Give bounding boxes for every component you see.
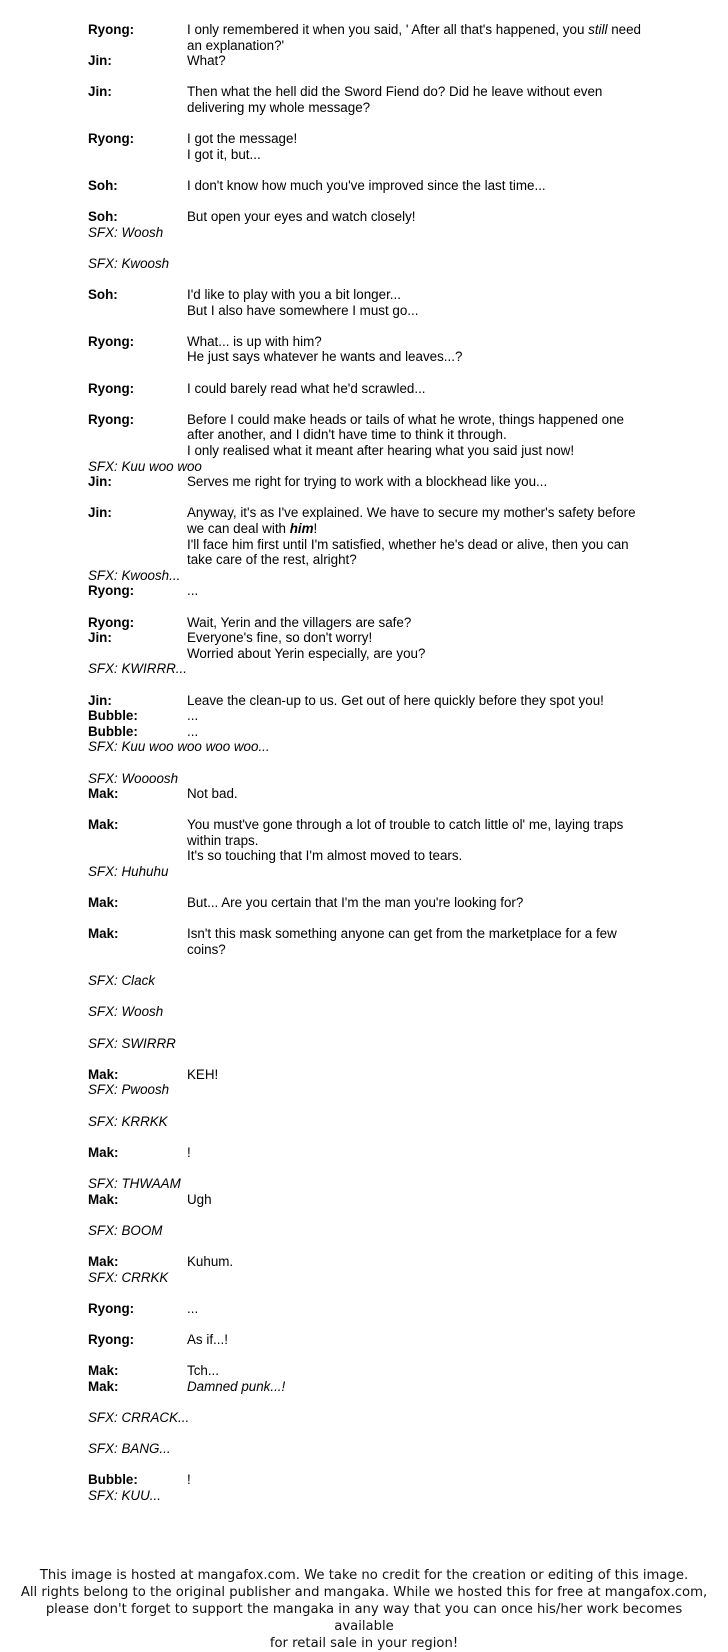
spacer (88, 677, 688, 693)
dialogue-text: Then what the hell did the Sword Fiend do? Did he leave without even (187, 84, 603, 100)
speaker-name: Ryong: (88, 1300, 135, 1316)
dialogue-text: Wait, Yerin and the villagers are safe? (187, 614, 412, 630)
dialogue-line (88, 334, 688, 350)
script-transcript (88, 22, 688, 1503)
dialogue-text: I don't know how much you've improved since the last time... (187, 177, 546, 193)
spacer (88, 365, 688, 381)
dialogue-line (88, 38, 688, 54)
dialogue-line (88, 1145, 688, 1161)
dialogue-line (88, 724, 688, 740)
spacer (88, 1020, 688, 1036)
spacer (88, 880, 688, 896)
spacer (88, 958, 688, 974)
spacer (88, 1129, 688, 1145)
dialogue-line (88, 537, 688, 553)
dialogue-line (88, 303, 688, 319)
sfx-line: SFX: Kuu woo woo woo woo... (88, 739, 270, 755)
spacer (88, 396, 688, 412)
dialogue-text: Kuhum. (187, 1253, 234, 1269)
sfx-line: SFX: KRRKK (88, 1113, 168, 1129)
hosting-disclaimer (20, 1567, 708, 1652)
dialogue-text: What... is up with him? (187, 333, 322, 349)
speaker-name (88, 443, 187, 459)
speaker-name: Jin: (88, 505, 112, 521)
speaker-name (88, 349, 187, 365)
spacer (88, 1238, 688, 1254)
speaker-name: Soh: (88, 209, 118, 225)
dialogue-line (88, 693, 688, 709)
speaker-name: Ryong: (88, 380, 135, 396)
dialogue-line (88, 708, 688, 724)
sfx-line: SFX: BANG... (88, 1441, 171, 1457)
speaker-name: Ryong: (88, 1331, 135, 1347)
speaker-name: Ryong: (88, 614, 135, 630)
dialogue-line (88, 646, 688, 662)
dialogue-line (88, 1067, 688, 1083)
dialogue-text: KEH! (187, 1066, 219, 1082)
spacer (88, 116, 688, 132)
disclaimer-line-2: All rights belong to the original publisher and mangaka. While we hosted this for free at mangafox.com, (20, 1585, 708, 1600)
dialogue-line (88, 1379, 688, 1395)
dialogue-line (88, 22, 688, 38)
sfx-line: SFX: CRRACK... (88, 1409, 190, 1425)
speaker-name: Bubble: (88, 708, 138, 724)
spacer (88, 1285, 688, 1301)
speaker-name: Ryong: (88, 583, 135, 599)
speaker-name (88, 303, 187, 319)
spacer (88, 989, 688, 1005)
speaker-name (88, 521, 187, 537)
dialogue-text: I only remembered it when you said, ' After all that's happened, you still need (187, 22, 641, 37)
dialogue-text: Serves me right for trying to work with a blockhead like you... (187, 474, 548, 490)
dialogue-text: Worried about Yerin especially, are you? (187, 645, 426, 661)
dialogue-line (88, 1254, 688, 1270)
dialogue-line (88, 505, 688, 521)
speaker-name: Mak: (88, 895, 119, 911)
sfx-line: SFX: CRRKK (88, 1269, 169, 1285)
spacer (88, 162, 688, 178)
speaker-name: Soh: (88, 177, 118, 193)
dialogue-text: after another, and I didn't have time to think it through. (187, 427, 507, 443)
spacer (88, 802, 688, 818)
spacer (88, 1425, 688, 1441)
speaker-name: Mak: (88, 817, 119, 833)
dialogue-line (88, 848, 688, 864)
dialogue-line (88, 100, 688, 116)
dialogue-text: But I also have somewhere I must go... (187, 302, 419, 318)
speaker-name (88, 552, 187, 568)
dialogue-text: What? (187, 53, 226, 69)
dialogue-line (88, 1363, 688, 1379)
speaker-name: Jin: (88, 692, 112, 708)
speaker-name: Ryong: (88, 22, 135, 37)
spacer (88, 911, 688, 927)
spacer (88, 318, 688, 334)
dialogue-line (88, 287, 688, 303)
dialogue-line (88, 1472, 688, 1488)
speaker-name (88, 942, 187, 958)
dialogue-line (88, 147, 688, 163)
dialogue-text: You must've gone through a lot of trouble to catch little ol' me, laying traps (187, 817, 624, 833)
dialogue-line (88, 427, 688, 443)
sfx-line: SFX: Clack (88, 973, 155, 989)
disclaimer-line-3: please don't forget to support the mangaka in any way that you can once his/her work becomes available (45, 1602, 683, 1634)
dialogue-text: Everyone's fine, so don't worry! (187, 630, 373, 646)
speaker-name: Soh: (88, 287, 118, 303)
dialogue-line (88, 381, 688, 397)
dialogue-text (187, 1379, 688, 1395)
sfx-line: SFX: Kwoosh (88, 255, 170, 271)
disclaimer-line-4: for retail sale in your region! (269, 1636, 459, 1651)
dialogue-line (88, 786, 688, 802)
sfx-line: SFX: Woooosh (88, 770, 179, 786)
spacer (88, 490, 688, 506)
spacer (88, 1394, 688, 1410)
spacer (88, 69, 688, 85)
dialogue-line (88, 53, 688, 69)
dialogue-text: I only realised what it meant after hearing what you said just now! (187, 443, 575, 459)
dialogue-text: ... (187, 723, 199, 739)
dialogue-line (88, 817, 688, 833)
emphasis-text: still (588, 22, 608, 37)
speaker-name: Mak: (88, 786, 119, 802)
dialogue-text: But... Are you certain that I'm the man you're looking for? (187, 895, 524, 911)
dialogue-line (88, 615, 688, 631)
dialogue-text: I got the message! (187, 131, 298, 147)
dialogue-text: ... (187, 1300, 199, 1316)
sfx-line: SFX: BOOM (88, 1222, 163, 1238)
speaker-name (88, 646, 187, 662)
dialogue-line (88, 1332, 688, 1348)
speaker-name: Ryong: (88, 333, 135, 349)
dialogue-text: ... (187, 583, 199, 599)
dialogue-text: I could barely read what he'd scrawled... (187, 380, 426, 396)
sfx-line: SFX: Kwoosh... (88, 567, 181, 583)
dialogue-text: Ugh (187, 1191, 212, 1207)
disclaimer-line-1: This image is hosted at mangafox.com. We take no credit for the creation or editing of this image. (39, 1568, 689, 1583)
dialogue-text: But open your eyes and watch closely! (187, 209, 416, 225)
dialogue-text: Isn't this mask something anyone can get from the marketplace for a few (187, 926, 617, 942)
dialogue-line (88, 926, 688, 942)
sfx-line: SFX: Pwoosh (88, 1082, 170, 1098)
speaker-name: Ryong: (88, 131, 135, 147)
dialogue-line (88, 1192, 688, 1208)
strong-emphasis-text: him (289, 521, 314, 536)
speaker-name: Mak: (88, 1144, 119, 1160)
speaker-name: Jin: (88, 630, 112, 646)
sfx-line: SFX: KUU... (88, 1487, 161, 1503)
speaker-name: Mak: (88, 1066, 119, 1082)
spacer (88, 1051, 688, 1067)
dialogue-line (88, 630, 688, 646)
dialogue-line (88, 131, 688, 147)
dialogue-text: ... (187, 708, 199, 724)
spacer (88, 599, 688, 615)
dialogue-text: an explanation?' (187, 37, 285, 53)
dialogue-line (88, 412, 688, 428)
dialogue-text: we can deal with him! (187, 521, 318, 536)
dialogue-text: delivering my whole message? (187, 99, 371, 115)
speaker-name (88, 427, 187, 443)
speaker-name: Bubble: (88, 723, 138, 739)
spacer (88, 272, 688, 288)
dialogue-line (88, 583, 688, 599)
spacer (88, 1316, 688, 1332)
spacer (88, 1347, 688, 1363)
dialogue-line (88, 178, 688, 194)
dialogue-text: Not bad. (187, 786, 238, 802)
speaker-name (88, 38, 187, 54)
dialogue-text: ! (187, 1144, 191, 1160)
speaker-name: Ryong: (88, 411, 135, 427)
dialogue-text: As if...! (187, 1331, 228, 1347)
speaker-name: Bubble: (88, 1472, 138, 1488)
dialogue-text: I got it, but... (187, 146, 261, 162)
sfx-line: SFX: Huhuhu (88, 864, 169, 880)
spacer (88, 1457, 688, 1473)
spacer (88, 194, 688, 210)
speaker-name: Jin: (88, 474, 112, 490)
dialogue-text: Leave the clean-up to us. Get out of here quickly before they spot you! (187, 692, 604, 708)
speaker-name (88, 537, 187, 553)
speaker-name: Jin: (88, 84, 112, 100)
speaker-name (88, 147, 187, 163)
dialogue-text: ! (187, 1472, 191, 1488)
spacer (88, 1160, 688, 1176)
dialogue-text: I'd like to play with you a bit longer... (187, 287, 401, 303)
speaker-name: Jin: (88, 53, 112, 69)
sfx-line: SFX: Woosh (88, 224, 164, 240)
spacer (88, 240, 688, 256)
dialogue-text: take care of the rest, alright? (187, 552, 357, 568)
emphasis-text: Damned punk...! (187, 1378, 286, 1394)
speaker-name: Mak: (88, 926, 119, 942)
speaker-name (88, 848, 187, 864)
dialogue-line (88, 443, 688, 459)
sfx-line: SFX: Kuu woo woo (88, 458, 202, 474)
speaker-name (88, 100, 187, 116)
speaker-name: Mak: (88, 1363, 119, 1379)
spacer (88, 1207, 688, 1223)
sfx-line: SFX: THWAAM (88, 1175, 181, 1191)
speaker-name: Mak: (88, 1378, 119, 1394)
spacer (88, 755, 688, 771)
dialogue-text: Anyway, it's as I've explained. We have to secure my mother's safety before (187, 505, 636, 521)
sfx-line: SFX: SWIRRR (88, 1035, 176, 1051)
sfx-line: SFX: Woosh (88, 1004, 164, 1020)
dialogue-line (88, 942, 688, 958)
dialogue-line (88, 209, 688, 225)
speaker-name: Mak: (88, 1191, 119, 1207)
dialogue-text: Before I could make heads or tails of what he wrote, things happened one (187, 411, 624, 427)
dialogue-line (88, 552, 688, 568)
dialogue-line (88, 1301, 688, 1317)
dialogue-text: I'll face him first until I'm satisfied, whether he's dead or alive, then you can (187, 536, 629, 552)
dialogue-line (88, 349, 688, 365)
dialogue-line (88, 474, 688, 490)
dialogue-line (88, 833, 688, 849)
dialogue-line (88, 895, 688, 911)
dialogue-text: It's so touching that I'm almost moved to tears. (187, 848, 463, 864)
dialogue-line (88, 84, 688, 100)
dialogue-line (88, 521, 688, 537)
dialogue-text: coins? (187, 942, 226, 958)
speaker-name: Mak: (88, 1253, 119, 1269)
dialogue-text: Tch... (187, 1363, 219, 1379)
dialogue-text: within traps. (187, 832, 259, 848)
sfx-line: SFX: KWIRRR... (88, 661, 187, 677)
dialogue-text: He just says whatever he wants and leaves...? (187, 349, 463, 365)
spacer (88, 1098, 688, 1114)
speaker-name (88, 833, 187, 849)
